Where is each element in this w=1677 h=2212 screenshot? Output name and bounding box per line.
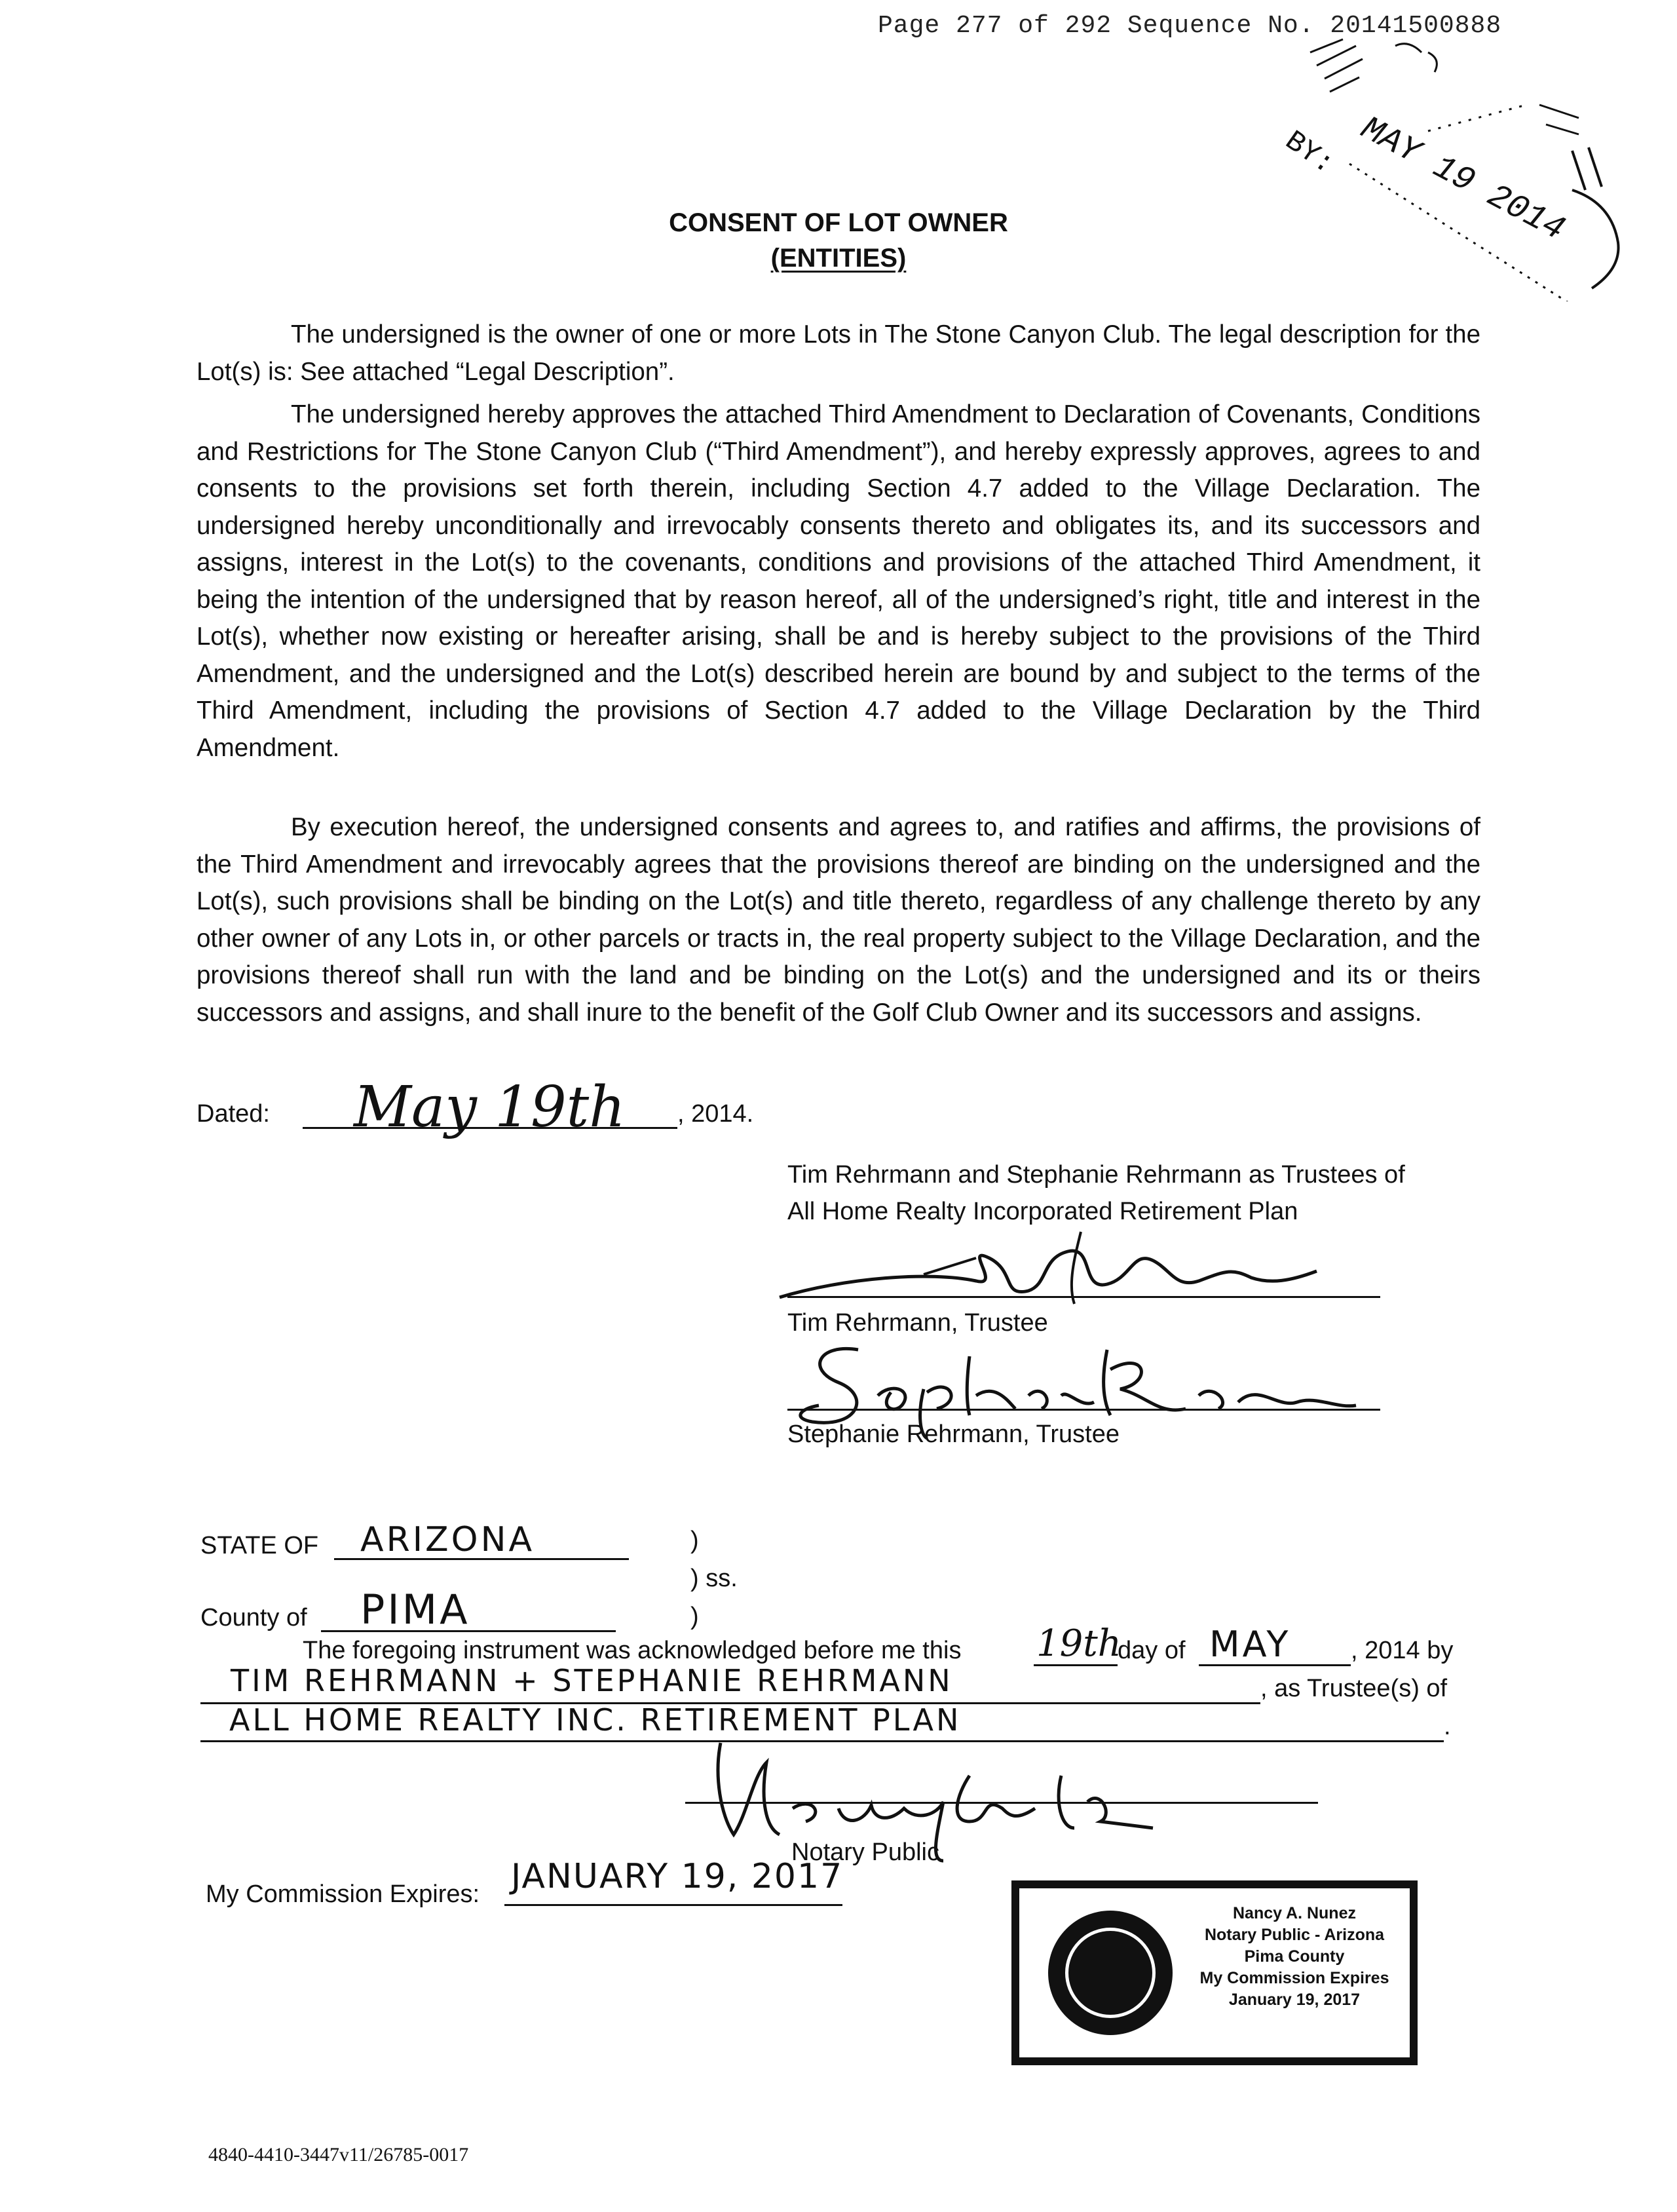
venue-paren-1: ) — [690, 1527, 699, 1554]
dated-year: , 2014. — [677, 1100, 754, 1128]
ack-as-trustees: , as Trustee(s) of — [1260, 1675, 1448, 1702]
paragraph-approval: The undersigned hereby approves the attached Third Amendment to Declaration of Covenants, Conditions and Restrictions for The Stone Canyon Club (“Third Amendment”), and hereby expressly approves, agrees to and consents to the provisions set forth therein, including Section 4.7 added to the Village Declaration. The undersigned hereby unconditionally and irrevocably consents thereto and obligates its, and its successors and assigns, interest in the Lot(s) to the covenants, conditions and provisions of the attached Third Amendment, it being the intention of the undersigned that by reason hereof, all of the undersigned’s right, title and interest in the Lot(s), whether now existing or hereafter arising, shall be and is hereby subject to the provisions of the Third Amendment, and the undersigned and the Lot(s) described herein are bound by and subject to the terms of the Third Amendment, including the provisions of Section 4.7 added to the Village Declaration by the Third Amendment. — [197, 400, 1480, 762]
ack-names-handwritten: TIM REHRMANN + STEPHANIE REHRMANN — [231, 1663, 953, 1698]
county-of-label: County of — [200, 1604, 307, 1631]
seal-notary-name: Nancy A. Nunez — [1232, 1904, 1356, 1922]
state-of-label: STATE OF — [200, 1532, 319, 1559]
ack-month-handwritten: MAY — [1209, 1624, 1291, 1665]
county-handwritten: PIMA — [360, 1586, 470, 1633]
seal-county: Pima County — [1244, 1947, 1345, 1966]
dated-handwritten-date: May 19th — [354, 1075, 626, 1140]
document-subtitle: (ENTITIES) — [770, 244, 907, 273]
dated-label: Dated: — [197, 1100, 270, 1128]
paragraph-lot-ownership: The undersigned is the owner of one or more Lots in The Stone Canyon Club. The legal description for the Lot(s) is: See attached “Legal Description”. — [197, 320, 1480, 386]
stamp-date: MAY 19 2014 — [1354, 109, 1572, 250]
page-sequence-header: Page 277 of 292 Sequence No. 20141500888 — [878, 12, 1502, 40]
ack-month-line — [1199, 1664, 1351, 1666]
signatory-line2: All Home Realty Incorporated Retirement Plan — [787, 1198, 1298, 1225]
seal-commission-label: My Commission Expires — [1199, 1969, 1389, 1987]
signature-caption-1: Tim Rehrmann, Trustee — [787, 1309, 1048, 1337]
document-id-footer: 4840-4410-3447v11/26785-0017 — [208, 2144, 469, 2165]
signature-caption-2: Stephanie Rehrmann, Trustee — [787, 1421, 1120, 1448]
ack-year: , 2014 by — [1351, 1637, 1454, 1664]
signature-tim-rehrmann — [766, 1219, 1395, 1317]
signature-line-2 — [787, 1409, 1380, 1411]
notary-public-label: Notary Public — [791, 1839, 939, 1866]
notary-seal — [1011, 1880, 1418, 2065]
commission-line — [504, 1904, 842, 1906]
ack-prefix: The foregoing instrument was acknowledged before me this — [303, 1637, 962, 1664]
state-handwritten: ARIZONA — [360, 1520, 535, 1559]
venue-paren-3: ) — [690, 1603, 699, 1630]
ack-day-of: day of — [1118, 1637, 1186, 1664]
signature-line-1 — [787, 1296, 1380, 1298]
notary-signature-line — [685, 1802, 1318, 1804]
document-title: CONSENT OF LOT OWNER — [669, 208, 1008, 237]
venue-ss: ) ss. — [690, 1565, 738, 1592]
ack-period: . — [1444, 1713, 1451, 1740]
seal-commission-date: January 19, 2017 — [1228, 1991, 1361, 2009]
commission-expires-label: My Commission Expires: — [206, 1880, 480, 1908]
arizona-state-seal-icon — [1048, 1911, 1173, 2035]
commission-expires-handwritten: JANUARY 19, 2017 — [511, 1857, 844, 1896]
ack-day-handwritten: 19th — [1036, 1622, 1121, 1665]
ack-day-line — [1034, 1664, 1118, 1666]
signatory-line1: Tim Rehrmann and Stephanie Rehrmann as Trustees of — [787, 1161, 1405, 1189]
paragraph-ratification: By execution hereof, the undersigned consents and agrees to, and ratifies and affirms, the provisions of the Third Amendment and irrevocably agrees that the provisions thereof are binding on the undersigned and the Lot(s), such provisions shall be binding on the Lot(s) and title thereto, regardless of any challenge thereto by any other owner of any Lots in, or other parcels or tracts in, the real property subject to the Village Declaration, and the provisions thereof shall run with the land and be binding on the Lot(s) and the undersigned and its or theirs successors and assigns, and shall inure to the benefit of the Golf Club Owner and its successors and assigns. — [197, 813, 1480, 1027]
stamp-by: BY: — [1278, 124, 1340, 181]
seal-notary-title: Notary Public - Arizona — [1204, 1926, 1385, 1944]
ack-entity-handwritten: ALL HOME REALTY INC. RETIREMENT PLAN — [229, 1702, 962, 1738]
